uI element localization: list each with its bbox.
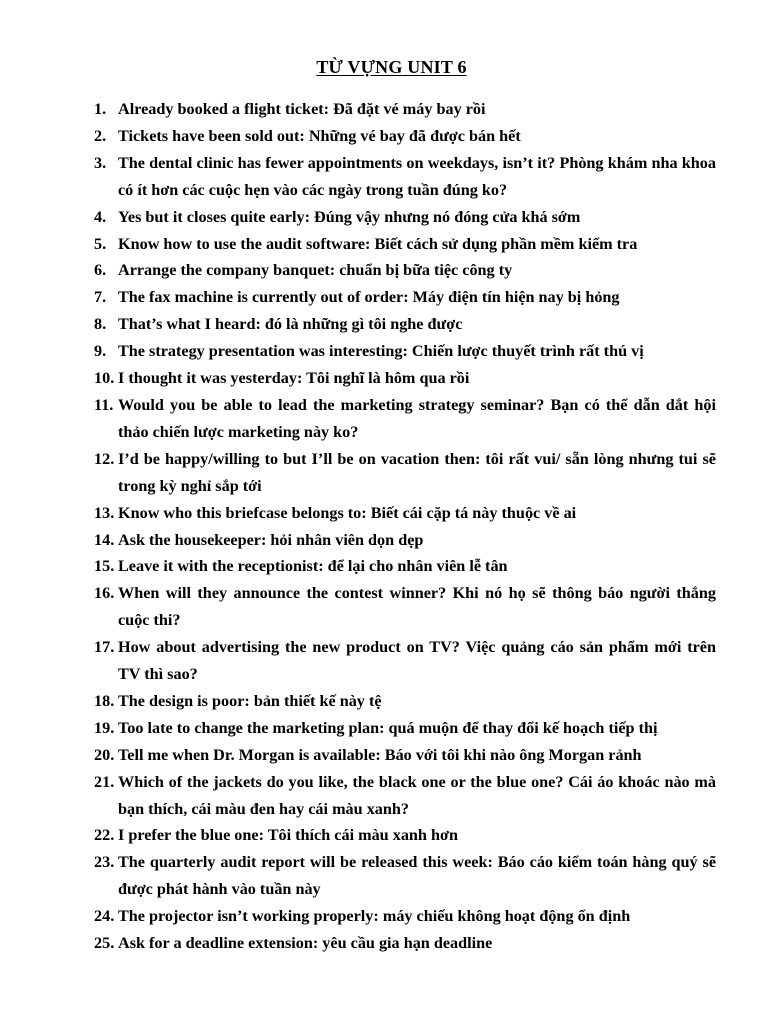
item-number: 1.	[94, 100, 107, 118]
item-number: 19.	[94, 718, 115, 737]
list-item	[94, 284, 716, 311]
list-item	[94, 311, 716, 338]
list-item	[94, 769, 716, 823]
item-number: 15.	[94, 557, 115, 576]
item-text: The quarterly audit report will be released this week: Báo cáo kiểm toán hàng quý sẽ được phát hành vào tuần này	[118, 853, 716, 899]
page-title: TỪ VỰNG UNIT 6	[316, 57, 467, 77]
list-item	[94, 338, 716, 365]
item-text: I’d be happy/willing to but I’ll be on vacation then: tôi rất vui/ sẵn lòng nhưng tui sẽ trong kỳ nghỉ sắp tới	[118, 449, 716, 495]
item-text: Which of the jackets do you like, the black one or the blue one? Cái áo khoác nào mà bạn thích, cái màu đen hay cái màu xanh?	[118, 772, 716, 818]
item-text: Too late to change the marketing plan: quá muộn để thay đổi kế hoạch tiếp thị	[118, 718, 658, 737]
list-item	[94, 634, 716, 688]
item-text: Tell me when Dr. Morgan is available: Báo với tôi khi nào ông Morgan rảnh	[118, 745, 642, 764]
item-text: Ask the housekeeper: hỏi nhân viên dọn dẹp	[118, 530, 424, 549]
item-text: Would you be able to lead the marketing strategy seminar? Bạn có thể dẫn dắt hội thảo chiến lược marketing này ko?	[118, 395, 716, 441]
list-item	[94, 96, 716, 123]
list-item	[94, 150, 716, 204]
item-number: 14.	[94, 530, 115, 549]
item-number: 6.	[94, 261, 107, 280]
item-text: How about advertising the new product on TV? Việc quảng cáo sản phẩm mới trên TV thì sao?	[118, 638, 716, 684]
list-item	[94, 822, 716, 849]
list-item	[94, 123, 716, 150]
item-number: 24.	[94, 907, 115, 926]
item-text: Tickets have been sold out: Những vé bay đã được bán hết	[118, 126, 521, 145]
list-item	[94, 553, 716, 580]
list-item	[94, 742, 716, 769]
list-item	[94, 930, 716, 957]
list-item	[94, 257, 716, 284]
item-number: 2.	[94, 126, 107, 145]
item-text: The design is poor: bản thiết kế này tệ	[118, 691, 382, 710]
item-text: Leave it with the receptionist: để lại cho nhân viên lễ tân	[118, 557, 508, 576]
item-number: 13.	[94, 503, 115, 522]
list-item	[94, 204, 716, 231]
item-text: The strategy presentation was interesting: Chiến lược thuyết trình rất thú vị	[118, 342, 644, 361]
item-text: The dental clinic has fewer appointments on weekdays, isn’t it? Phòng khám nha khoa có ít hơn các cuộc hẹn vào các ngày trong tuần đúng ko?	[118, 153, 716, 199]
item-number: 21.	[94, 772, 115, 791]
item-number: 18.	[94, 691, 115, 710]
item-text: The fax machine is currently out of order: Máy điện tín hiện nay bị hỏng	[118, 288, 620, 307]
item-text: Know how to use the audit software: Biết cách sử dụng phần mềm kiểm tra	[118, 234, 638, 253]
list-item	[94, 365, 716, 392]
item-number: 4.	[94, 207, 107, 226]
list-item	[94, 903, 716, 930]
vocabulary-list	[94, 96, 716, 957]
list-item	[94, 849, 716, 903]
item-number: 25.	[94, 934, 115, 953]
item-number: 20.	[94, 745, 115, 764]
item-number: 5.	[94, 234, 107, 253]
list-item	[94, 688, 716, 715]
item-number: 17.	[94, 638, 115, 657]
list-item	[94, 446, 716, 500]
item-text: Ask for a deadline extension: yêu cầu gia hạn deadline	[118, 934, 493, 953]
item-number: 11.	[94, 395, 114, 414]
item-number: 8.	[94, 315, 107, 334]
item-text: Already booked a flight ticket: Đã đặt vé máy bay rồi	[118, 100, 486, 118]
list-item	[94, 527, 716, 554]
list-item	[94, 715, 716, 742]
item-number: 10.	[94, 369, 115, 388]
item-text: Arrange the company banquet: chuẩn bị bữa tiệc công ty	[118, 261, 513, 280]
item-number: 22.	[94, 826, 115, 845]
list-item	[94, 231, 716, 258]
item-text: I thought it was yesterday: Tôi nghĩ là hôm qua rồi	[118, 369, 470, 388]
item-text: Know who this briefcase belongs to: Biết cái cặp tá này thuộc về ai	[118, 503, 577, 522]
item-text: Yes but it closes quite early: Đúng vậy nhưng nó đóng cửa khá sớm	[118, 207, 581, 226]
item-number: 12.	[94, 449, 115, 468]
item-number: 3.	[94, 153, 107, 172]
item-number: 7.	[94, 288, 107, 307]
item-text: I prefer the blue one: Tôi thích cái màu xanh hơn	[118, 826, 458, 845]
item-number: 23.	[94, 853, 115, 872]
list-item	[94, 580, 716, 634]
item-text: The projector isn’t working properly: máy chiếu không hoạt động ổn định	[118, 907, 631, 926]
list-item	[94, 500, 716, 527]
item-number: 9.	[94, 342, 107, 361]
item-text: That’s what I heard: đó là những gì tôi nghe được	[118, 315, 463, 334]
item-number: 16.	[94, 584, 115, 603]
item-text: When will they announce the contest winner? Khi nó họ sẽ thông báo người thắng cuộc thi?	[118, 584, 716, 630]
list-item	[94, 392, 716, 446]
